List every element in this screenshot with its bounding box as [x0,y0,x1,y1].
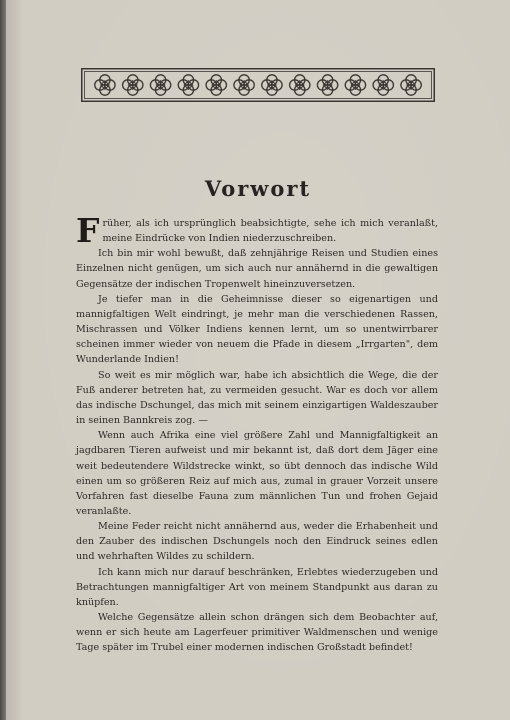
ornamental-border-icon [81,68,435,102]
paragraph-4: So weit es mir möglich war, habe ich absichtlich die Wege, die der Fuß anderer betreten hat, zu vermeiden gesucht. War es doch vor allem das indische Dschungel, das mich mit seinem einzigartigen Waldeszauber in seinen Bannkreis zog. — [76,369,438,427]
preface-body [76,211,438,656]
page-title: Vorwort [204,176,312,201]
knot-motif-icon [150,75,170,95]
knot-motif-icon [178,75,198,95]
celtic-knot-border-icon [81,68,435,102]
knot-motif-icon [290,75,310,95]
knot-motif-icon [123,75,143,95]
knot-motif-icon [317,75,337,95]
knot-motif-icon [401,75,421,95]
knot-motif-icon [206,75,226,95]
paragraph-6: Meine Feder reicht nicht annähernd aus, weder die Erhabenheit und den Zauber des indischen Dschungels noch den Eindruck seines edlen und wehrhaften Wildes zu schildern. [76,521,438,563]
paragraph-2: Ich bin mir wohl bewußt, daß zehnjährige Reisen und Studien eines Einzelnen nicht genügen, um sich auch nur annähernd in die gewaltigen Gegensätze der indischen Tropenwelt hineinzuversetzen. [76,248,438,290]
knot-motif-icon [373,75,393,95]
drop-cap: F [76,211,100,250]
paragraph-1-text: rüher, als ich ursprünglich beabsichtigte, sehe ich mich veranlaßt, meine Eindrücke von Indien niederzuschreiben. [102,218,438,245]
knot-motif-icon [345,75,365,95]
paragraph-5: Wenn auch Afrika eine viel größere Zahl und Mannigfaltigkeit an jagdbaren Tieren aufweist und mir bekannt ist, daß dort dem Jäger eine weit bedeutendere Wildstrecke winkt, so übt dennoch das indische Wild einen um so größeren Reiz auf mich aus, zumal in grauer Vorzeit unsere Vorfahren fast dieselbe Fauna zum männlichen Tun und frohen Gejaid veranlaßte. [76,430,438,517]
paragraph-8: Welche Gegensätze allein schon drängen sich dem Beobachter auf, wenn er sich heute am Lagerfeuer primitiver Waldmenschen und wenige Tage später im Trubel einer modernen indischen Großstadt befindet! [76,612,438,654]
knot-motif-icon [234,75,254,95]
book-page [6,0,510,720]
knot-motif-icon [95,75,115,95]
paragraph-1 [76,211,438,250]
paragraph-3: Je tiefer man in die Geheimnisse dieser so eigenartigen und mannigfaltigen Welt eindringt, je mehr man die verschiedenen Rassen, Mischrassen und Völker Indiens kennen lernt, um so unentwirrbarer scheinen immer wieder von neuem die Pfade in diesem „Irrgarten", dem Wunderlande Indien! [76,293,438,366]
paragraph-7: Ich kann mich nur darauf beschränken, Erlebtes wiederzugeben und Betrachtungen mannigfaltiger Art von meinem Standpunkt aus daran zu knüpfen. [76,566,438,608]
knot-motif-icon [262,75,282,95]
